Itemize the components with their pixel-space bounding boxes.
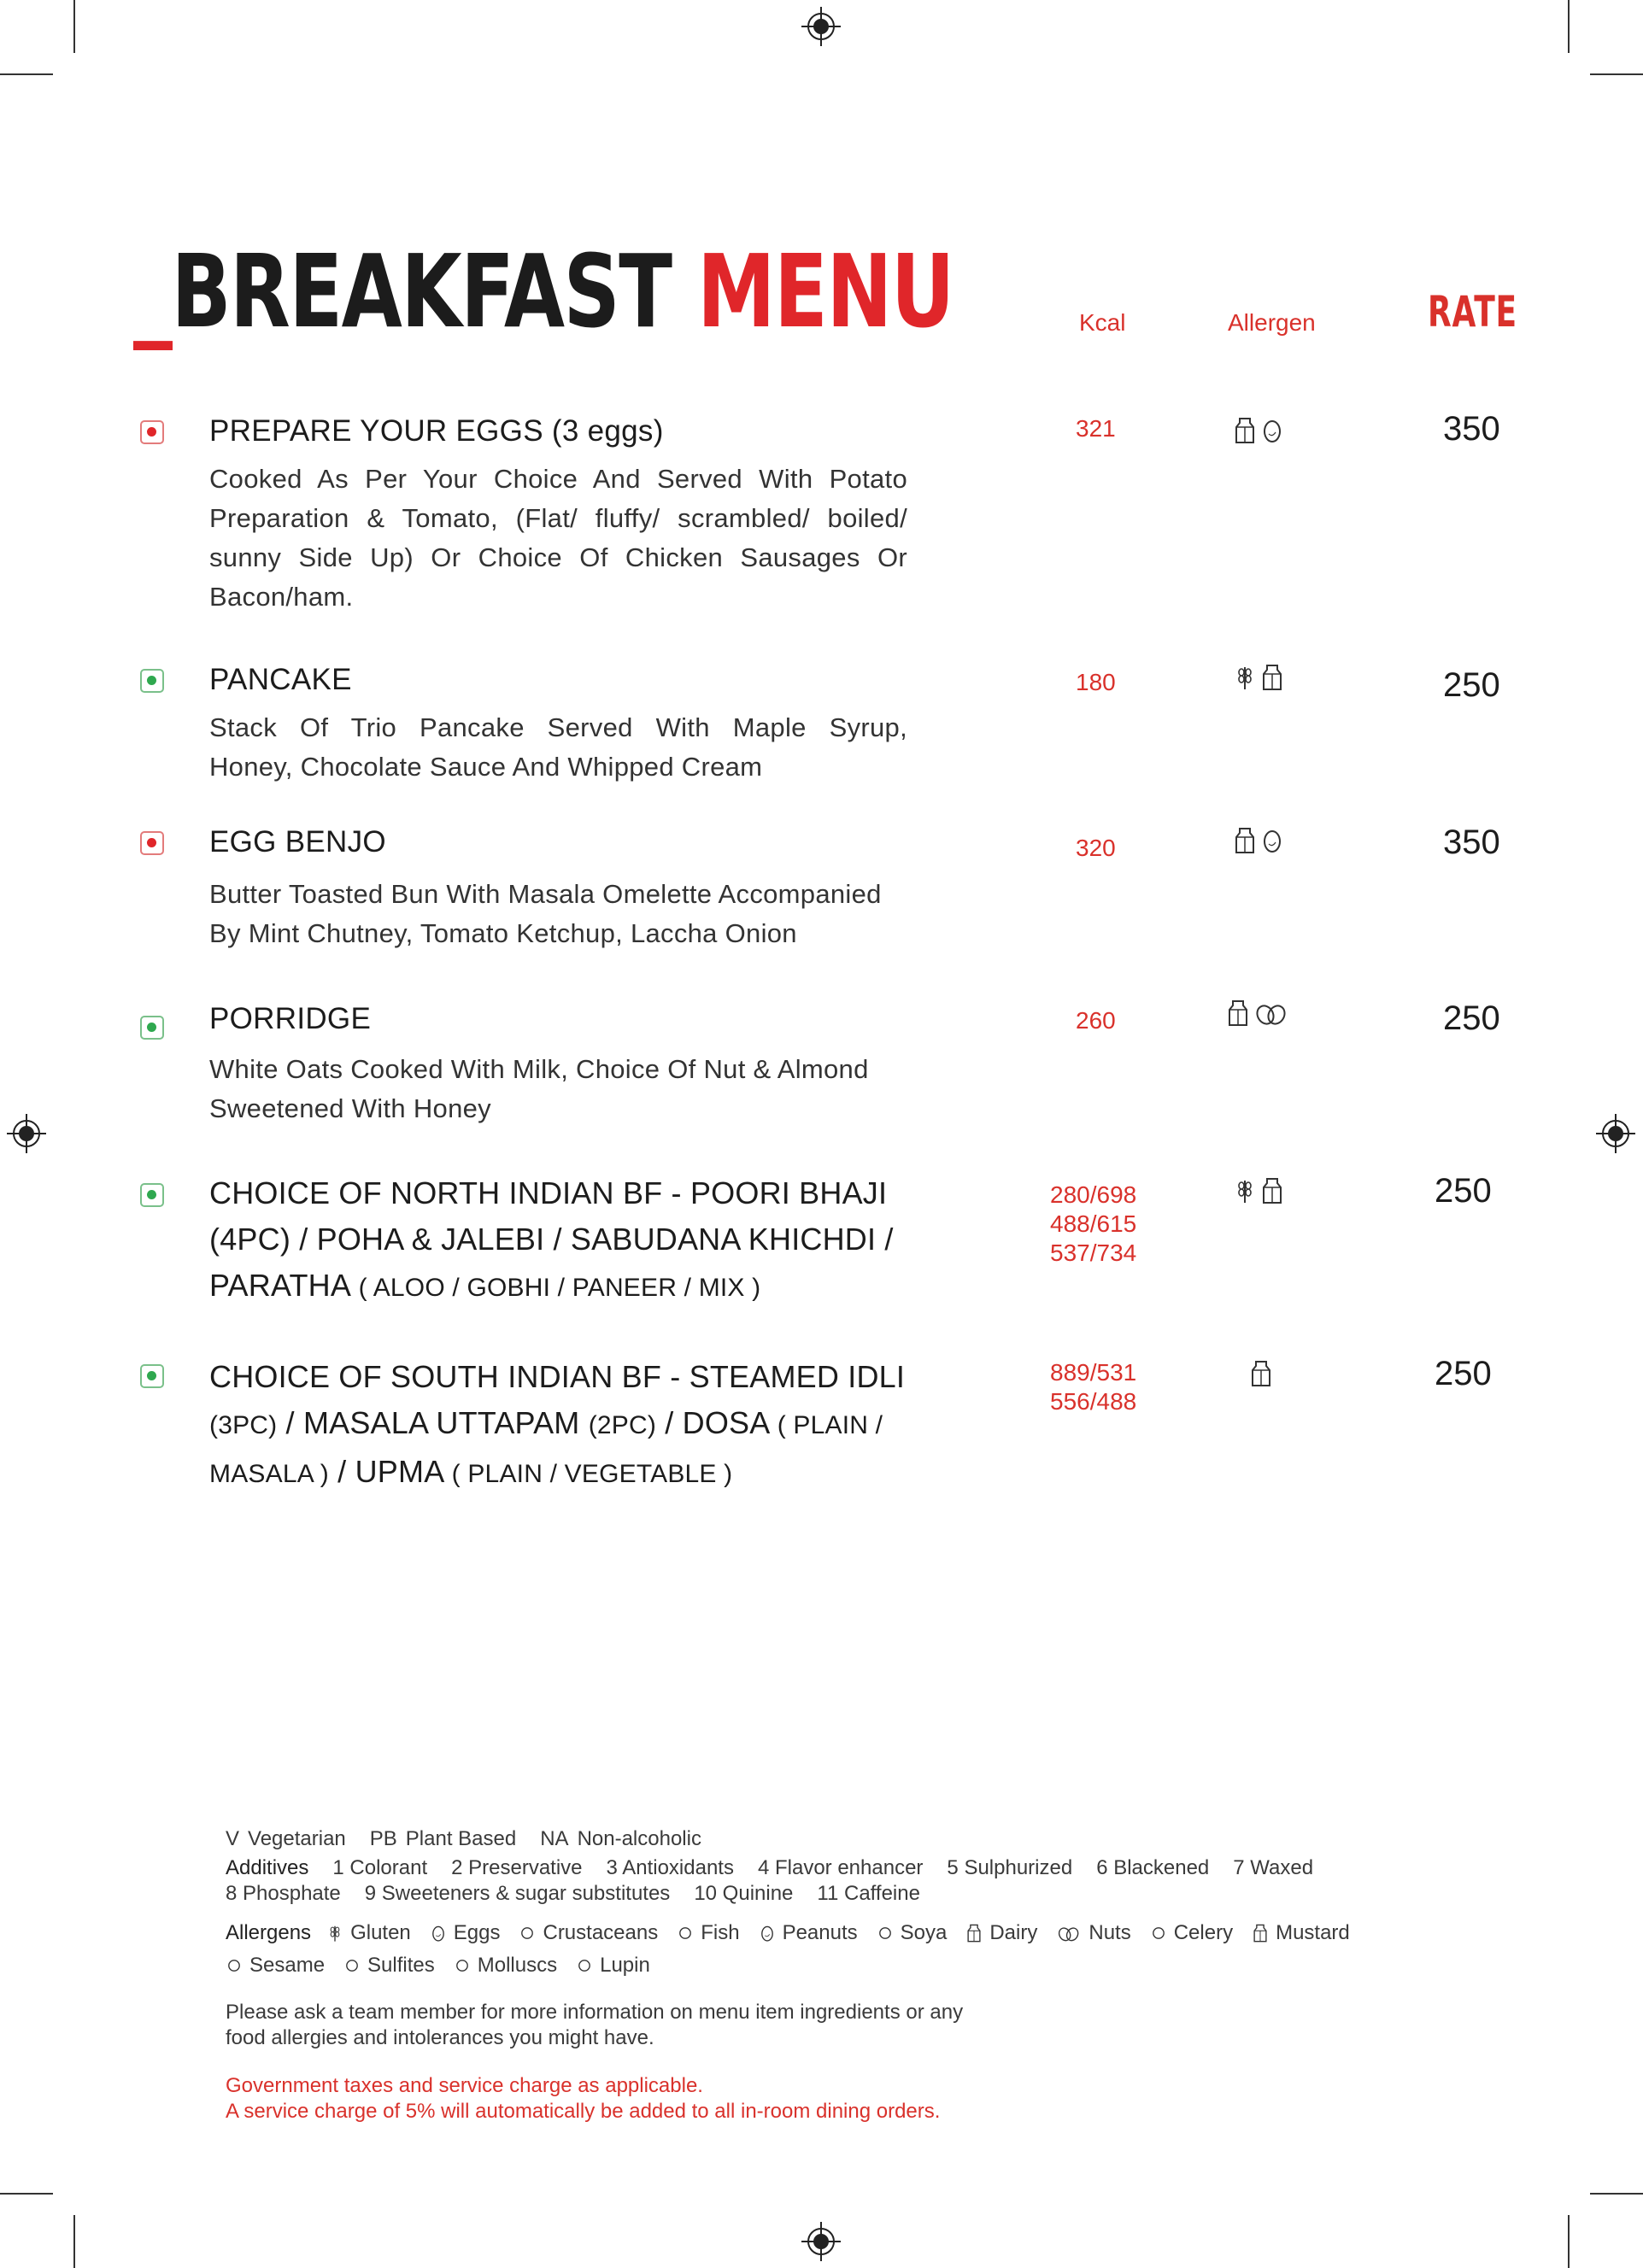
title-breakfast: BREAKFAST xyxy=(171,232,672,350)
molluscs-icon xyxy=(454,1956,471,1975)
legend-value: Plant Based xyxy=(405,1827,517,1850)
legend-label: Dairy xyxy=(989,1921,1038,1944)
kcal-header: Kcal xyxy=(1079,309,1126,336)
footer-legend xyxy=(226,1827,1507,2124)
crop-mark xyxy=(73,2215,75,2268)
item-name xyxy=(209,1354,905,1497)
eggs-icon xyxy=(430,1924,447,1943)
legend-gluten xyxy=(326,1921,411,1945)
item-rate: 350 xyxy=(1443,823,1500,861)
legend-value: Vegetarian xyxy=(248,1827,346,1850)
item-name-part: ( PLAIN / VEGETABLE ) xyxy=(451,1460,733,1488)
item-description xyxy=(209,1050,869,1128)
item-name: EGG BENJO xyxy=(209,825,386,859)
nuts-icon xyxy=(1254,999,1288,1027)
desc-line: Honey, Chocolate Sauce And Whipped Cream xyxy=(209,752,763,782)
allergen-icons xyxy=(1234,417,1283,444)
additive-item: 7 Waxed xyxy=(1233,1856,1314,1879)
tax-line: A service charge of 5% will automatically be added to all in-room dining orders. xyxy=(226,2100,941,2123)
legend-nuts xyxy=(1056,1921,1130,1945)
item-name-part: / UPMA xyxy=(328,1454,452,1489)
legend-key: PB xyxy=(369,1827,397,1850)
item-rate: 250 xyxy=(1443,666,1500,704)
registration-mark-icon xyxy=(1596,1114,1635,1153)
allergens-legend xyxy=(226,1921,1507,1945)
peanuts-icon xyxy=(759,1924,776,1943)
item-name: PANCAKE xyxy=(209,663,352,696)
veg-indicator-icon xyxy=(140,1016,164,1040)
item-name-part: ( PLAIN / xyxy=(777,1411,883,1439)
item-rate: 350 xyxy=(1443,410,1500,448)
item-description xyxy=(209,460,907,617)
registration-mark-icon xyxy=(801,2222,841,2261)
legend-label: Nuts xyxy=(1088,1921,1131,1944)
crop-mark xyxy=(0,2193,53,2195)
legend-key: V xyxy=(226,1827,240,1850)
desc-line: White Oats Cooked With Milk, Choice Of Nut & Almond xyxy=(209,1054,869,1084)
item-name xyxy=(209,1170,894,1311)
additive-item: 9 Sweeteners & sugar substitutes xyxy=(364,1882,671,1905)
celery-icon xyxy=(1150,1924,1167,1943)
additive-item: 1 Colorant xyxy=(332,1856,428,1879)
dairy-icon xyxy=(1261,1177,1283,1204)
allergen-icons xyxy=(1234,664,1283,691)
soya-icon xyxy=(877,1924,894,1943)
additive-item: 2 Preservative xyxy=(451,1856,583,1879)
item-name-part: (3PC) xyxy=(209,1411,278,1439)
item-name-line xyxy=(209,1449,905,1497)
item-rate: 250 xyxy=(1435,1172,1492,1210)
registration-mark-icon xyxy=(7,1114,46,1153)
additive-item: 8 Phosphate xyxy=(226,1882,341,1905)
legend-sesame xyxy=(226,1954,325,1978)
title-underscore: _ xyxy=(133,232,172,350)
item-rate: 250 xyxy=(1443,999,1500,1037)
item-name-options: ( ALOO / GOBHI / PANEER / MIX ) xyxy=(351,1274,761,1302)
item-name: PORRIDGE xyxy=(209,1002,372,1035)
kcal-line: 889/531 xyxy=(1050,1359,1137,1386)
sesame-icon xyxy=(226,1956,243,1975)
fish-icon xyxy=(677,1924,694,1943)
item-name-line: CHOICE OF SOUTH INDIAN BF - STEAMED IDLI xyxy=(209,1359,906,1394)
crop-mark xyxy=(1568,0,1570,53)
info-note xyxy=(226,2000,1507,2051)
lupin-icon xyxy=(576,1956,593,1975)
info-line: food allergies and intolerances you might have. xyxy=(226,2026,654,2049)
crop-mark xyxy=(1590,2193,1643,2195)
allergen-icons xyxy=(1250,1360,1272,1387)
legend-eggs xyxy=(430,1921,501,1945)
crop-mark xyxy=(0,73,53,75)
crop-mark xyxy=(1590,73,1643,75)
legend-mustard xyxy=(1252,1921,1350,1945)
tax-line: Government taxes and service charge as applicable. xyxy=(226,2074,703,2097)
veg-indicator-icon xyxy=(140,1183,164,1207)
desc-line: Stack Of Trio Pancake Served With Maple Syrup, xyxy=(209,712,907,742)
crop-mark xyxy=(1568,2215,1570,2268)
dairy-icon xyxy=(965,1924,983,1943)
kcal-line: 280/698 xyxy=(1050,1181,1137,1208)
legend-label: Crustaceans xyxy=(543,1921,659,1944)
legend-label: Gluten xyxy=(350,1921,411,1944)
kcal-value: 180 xyxy=(1076,669,1116,695)
crop-mark xyxy=(73,0,75,53)
gluten-icon xyxy=(326,1924,343,1943)
kcal-value: 320 xyxy=(1076,835,1116,861)
legend-label: Sulfites xyxy=(367,1954,435,1977)
additives-legend-row2 xyxy=(226,1882,1507,1906)
non-veg-indicator-icon xyxy=(140,831,164,855)
crustaceans-icon xyxy=(519,1924,536,1943)
allergen-icons xyxy=(1234,1177,1283,1204)
legend-label: Fish xyxy=(701,1921,740,1944)
allergens-legend-row2 xyxy=(226,1954,1507,1978)
legend-label: Peanuts xyxy=(782,1921,858,1944)
legend-label: Lupin xyxy=(600,1954,650,1977)
additive-item: 3 Antioxidants xyxy=(606,1856,734,1879)
desc-line: By Mint Chutney, Tomato Ketchup, Laccha Onion xyxy=(209,918,797,948)
tax-note xyxy=(226,2073,1507,2124)
non-veg-indicator-icon xyxy=(140,420,164,444)
legend-crustaceans xyxy=(519,1921,658,1945)
additive-item: 10 Quinine xyxy=(694,1882,794,1905)
desc-line: Cooked As Per Your Choice And Served With Potato xyxy=(209,464,907,494)
item-rate: 250 xyxy=(1435,1355,1492,1392)
legend-label: Mustard xyxy=(1276,1921,1350,1944)
legend-label: Sesame xyxy=(249,1954,326,1977)
legend-dairy xyxy=(965,1921,1037,1945)
item-name: PREPARE YOUR EGGS (3 eggs) xyxy=(209,414,664,448)
legend-label: Molluscs xyxy=(477,1954,558,1977)
veg-indicator-icon xyxy=(140,669,164,693)
item-name-part: MASALA ) xyxy=(209,1460,329,1488)
desc-line: Bacon/ham. xyxy=(209,582,354,612)
dairy-icon xyxy=(1227,999,1249,1027)
item-name-line: CHOICE OF NORTH INDIAN BF - POORI BHAJI xyxy=(209,1175,888,1210)
sulfites-icon xyxy=(343,1956,361,1975)
kcal-value xyxy=(1050,1181,1136,1268)
allergen-icons xyxy=(1234,827,1283,854)
legend-label: Soya xyxy=(900,1921,948,1944)
item-name-part: (2PC) xyxy=(588,1411,657,1439)
item-name-part: PARATHA xyxy=(209,1268,352,1303)
additive-item: 6 Blackened xyxy=(1096,1856,1210,1879)
kcal-value xyxy=(1050,1358,1136,1416)
eggs-icon xyxy=(1261,827,1283,854)
legend-soya xyxy=(877,1921,948,1945)
registration-mark-icon xyxy=(801,7,841,46)
dairy-icon xyxy=(1234,827,1256,854)
kcal-line: 488/615 xyxy=(1050,1210,1137,1237)
additives-label: Additives xyxy=(226,1856,309,1879)
legend-celery xyxy=(1150,1921,1233,1945)
kcal-value: 321 xyxy=(1076,415,1116,442)
mustard-icon xyxy=(1252,1924,1269,1943)
desc-line: Sweetened With Honey xyxy=(209,1093,491,1123)
gluten-icon xyxy=(1234,1177,1256,1204)
legend-label: Celery xyxy=(1173,1921,1234,1944)
gluten-icon xyxy=(1234,664,1256,691)
desc-line: sunny Side Up) Or Choice Of Chicken Sausages Or xyxy=(209,542,907,572)
item-name-line xyxy=(209,1263,894,1311)
kcal-line: 556/488 xyxy=(1050,1388,1137,1415)
additives-legend xyxy=(226,1856,1507,1880)
desc-line: Butter Toasted Bun With Masala Omelette Accompanied xyxy=(209,879,882,909)
dairy-icon xyxy=(1234,417,1256,444)
desc-line: Preparation & Tomato, (Flat/ fluffy/ scrambled/ boiled/ xyxy=(209,503,907,533)
dairy-icon xyxy=(1261,664,1283,691)
additive-item: 4 Flavor enhancer xyxy=(757,1856,924,1879)
additive-item: 11 Caffeine xyxy=(817,1882,920,1905)
item-name-part: / MASALA UTTAPAM xyxy=(277,1405,589,1440)
allergen-icons xyxy=(1227,999,1288,1027)
item-name-line xyxy=(209,1400,905,1449)
nuts-icon xyxy=(1056,1924,1082,1943)
legend-value: Non-alcoholic xyxy=(577,1827,701,1850)
legend-molluscs xyxy=(454,1954,557,1978)
allergen-header: Allergen xyxy=(1228,309,1316,336)
additive-item: 5 Sulphurized xyxy=(947,1856,1073,1879)
legend-peanuts xyxy=(759,1921,858,1945)
allergens-label: Allergens xyxy=(226,1921,312,1944)
eggs-icon xyxy=(1261,417,1283,444)
legend-fish xyxy=(677,1921,739,1945)
legend-lupin xyxy=(576,1954,650,1978)
kcal-value: 260 xyxy=(1076,1007,1116,1034)
info-line: Please ask a team member for more information on menu item ingredients or any xyxy=(226,2001,964,2024)
legend-sulfites xyxy=(343,1954,435,1978)
item-name-line: (4PC) / POHA & JALEBI / SABUDANA KHICHDI / xyxy=(209,1222,894,1257)
kcal-line: 537/734 xyxy=(1050,1239,1137,1266)
legend-label: Eggs xyxy=(453,1921,501,1944)
dietary-legend xyxy=(226,1827,1507,1851)
legend-key: NA xyxy=(540,1827,569,1850)
veg-indicator-icon xyxy=(140,1364,164,1388)
page-title xyxy=(133,232,954,350)
dairy-icon xyxy=(1250,1360,1272,1387)
title-menu: MENU xyxy=(696,232,954,350)
item-description xyxy=(209,708,907,787)
rate-header: RATE xyxy=(1428,287,1517,337)
item-description xyxy=(209,875,882,953)
item-name-part: / DOSA xyxy=(656,1405,777,1440)
